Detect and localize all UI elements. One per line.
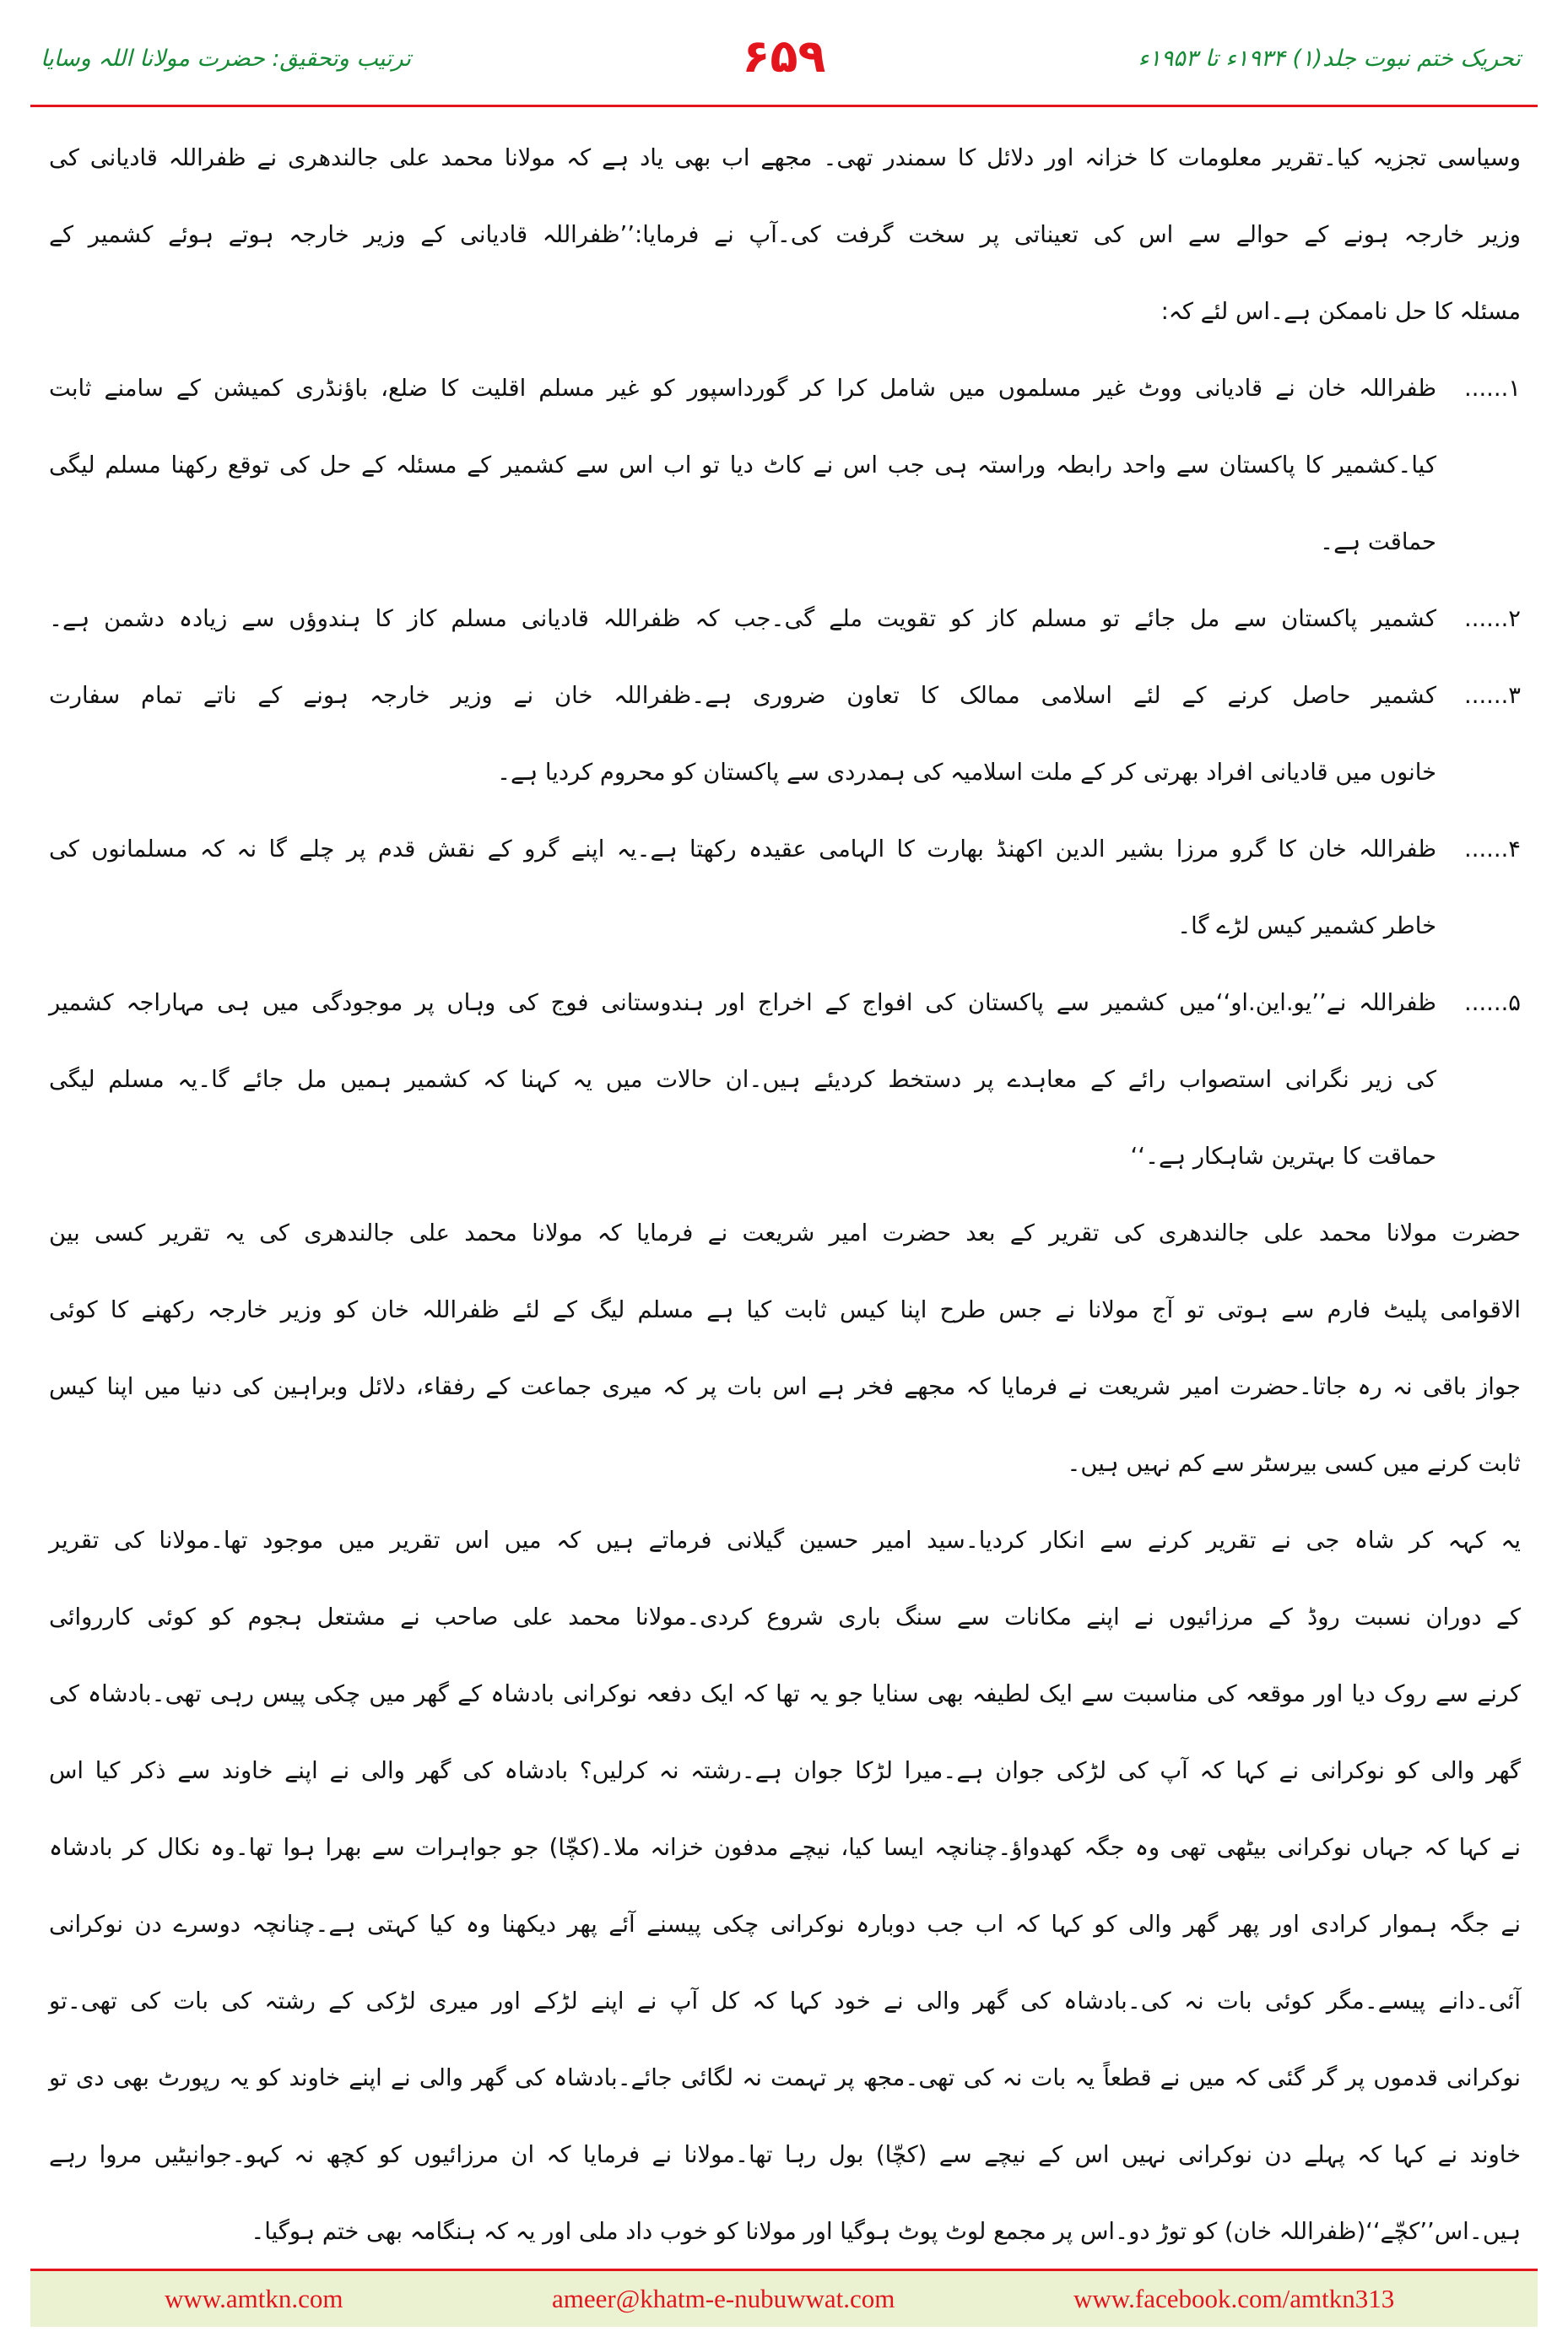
- list-marker: ۱......: [1464, 376, 1521, 402]
- text-line: یہ کہہ کر شاہ جی نے تقریر کرنے سے انکار کردیا۔سید امیر حسین گیلانی فرماتے ہیں کہ میں اس تقریر میں موجود تھا۔مولانا کی تقریر: [49, 1528, 1521, 1554]
- list-marker: ۴......: [1464, 836, 1521, 863]
- list-item-text: [49, 965, 1436, 1195]
- footer-facebook-link[interactable]: www.facebook.com/amtkn313: [1073, 2284, 1395, 2313]
- list-marker: ۳......: [1464, 683, 1521, 709]
- page-number: ۶۵۹: [742, 30, 826, 83]
- list-marker: ۲......: [1464, 606, 1521, 632]
- list-item-text: [49, 350, 1436, 581]
- list-item-5: [49, 965, 1521, 1195]
- text-line: الاقوامی پلیٹ فارم سے ہوتی تو آج مولانا نے جس طرح اپنا کیس ثابت کیا ہے مسلم لیگ کے لئے ظفراللہ خان کو وزیر خارجہ رکھنے کا کوئی: [49, 1297, 1521, 1323]
- text-line: وزیر خارجہ ہونے کے حوالے سے اس کی تعیناتی پر سخت گرفت کی۔آپ نے فرمایا:’’ظفراللہ قادیانی کے وزیر خارجہ ہوتے ہوئے کشمیر کے: [49, 222, 1521, 248]
- list-item-4: [49, 811, 1521, 965]
- text-line: گھر والی کو نوکرانی نے کہا کہ آپ کی لڑکی جوان ہے۔میرا لڑکا جوان ہے۔رشتہ نہ کرلیں؟ بادشاہ کی گھر والی نے اپنے خاوند سے ذکر کیا اس: [49, 1758, 1521, 1784]
- text-line: ظفراللہ خان نے قادیانی ووٹ غیر مسلموں میں شامل کرا کر گورداسپور کو غیر مسلم اقلیت کا ضلع، باؤنڈری کمیشن کے سامنے ثابت: [49, 376, 1436, 402]
- text-line: کشمیر حاصل کرنے کے لئے اسلامی ممالک کا تعاون ضروری ہے۔ظفراللہ خان نے وزیر خارجہ ہونے کے ناتے تمام سفارت: [49, 683, 1436, 709]
- text-line: نوکرانی قدموں پر گر گئی کہ میں نے قطعاً یہ بات نہ کی تھی۔مجھ پر تہمت نہ لگائی جائے۔بادشاہ کی گھر والی نے اپنے خاوند کو یہ رپورٹ بھی دی تو: [49, 2065, 1521, 2091]
- intro-paragraph: [49, 120, 1521, 350]
- page-text: [49, 120, 1521, 2270]
- text-line: ثابت کرنے میں کسی بیرسٹر سے کم نہیں ہیں۔: [1067, 1451, 1521, 1477]
- text-line: کی زیر نگرانی استصواب رائے کے معاہدے پر دستخط کردیئے ہیں۔ان حالات میں یہ کہنا کہ کشمیر ہمیں مل جائے گا۔یہ مسلم لیگی: [49, 1067, 1436, 1093]
- text-line: خانوں میں قادیانی افراد بھرتی کر کے ملت اسلامیہ کی ہمدردی سے پاکستان کو محروم کردیا ہے۔: [497, 760, 1436, 786]
- list-marker: ۵......: [1464, 990, 1521, 1016]
- text-line: کیا۔کشمیر کا پاکستان سے واحد رابطہ وراستہ ہی جب اس نے کاٹ دیا تو اب اس سے کشمیر کے مسئلہ کے حل کی توقع رکھنا مسلم لیگی: [49, 452, 1436, 479]
- header-divider: [30, 105, 1538, 107]
- text-line: خاطر کشمیر کیس لڑے گا۔: [1177, 913, 1436, 939]
- text-line: جواز باقی نہ رہ جاتا۔حضرت امیر شریعت نے فرمایا کہ مجھے فخر ہے اس بات پر کہ میری جماعت کے رفقاء، دلائل وبراہین کی دنیا میں اپنا کیس: [49, 1374, 1521, 1400]
- text-line: ظفراللہ نے’’یو.این.او‘‘میں کشمیر سے پاکستان کی افواج کے اخراج اور ہندوستانی فوج کی وہاں پر موجودگی میں ہی مہاراجہ کشمیر: [49, 990, 1436, 1016]
- book-title-header: تحریک ختم نبوت جلد(۱) ۱۹۳۴ء تا ۱۹۵۳ء: [1138, 46, 1521, 72]
- compiler-credit: ترتیب وتحقیق: حضرت مولانا اللہ وسایا: [41, 46, 411, 72]
- text-line: وسیاسی تجزیہ کیا۔تقریر معلومات کا خزانہ اور دلائل کا سمندر تھی۔ مجھے اب بھی یاد ہے کہ مولانا محمد علی جالندھری نے ظفراللہ قادیانی کی: [49, 145, 1521, 171]
- text-line: ظفراللہ خان کا گرو مرزا بشیر الدین اکھنڈ بھارت کا الہامی عقیدہ رکھتا ہے۔یہ اپنے گرو کے نقش قدم پر چلے گا نہ کہ مسلمانوں کی: [49, 836, 1436, 863]
- text-line: مسئلہ کا حل ناممکن ہے۔اس لئے کہ:: [1160, 299, 1521, 325]
- list-item-text: [49, 581, 1436, 657]
- list-item-3: [49, 657, 1521, 811]
- text-line: کے دوران نسبت روڈ کے مرزائیوں نے اپنے مکانات سے سنگ باری شروع کردی۔مولانا محمد علی صاحب نے مشتعل ہجوم کو کوئی کارروائی: [49, 1604, 1521, 1631]
- footer-email-link[interactable]: ameer@khatm-e-nubuwwat.com: [552, 2284, 895, 2313]
- text-line: نے جگہ ہموار کرادی اور پھر گھر والی کو کہا کہ اب جب دوبارہ نوکرانی چکی پیسنے آئے پھر دیکھنا وہ کیا کہتی ہے۔چنانچہ دوسرے دن نوکرانی: [49, 1912, 1521, 1938]
- list-item-1: [49, 350, 1521, 581]
- list-item-2: [49, 581, 1521, 657]
- footer-website-link[interactable]: www.amtkn.com: [165, 2284, 343, 2313]
- paragraph-amir-e-shariat-remarks: [49, 1195, 1521, 1502]
- text-line: کرنے سے روک دیا اور موقعہ کی مناسبت سے ایک لطیفہ بھی سنایا جو یہ تھا کہ ایک دفعہ نوکرانی بادشاہ کے گھر میں چکی پیس رہی تھی۔بادشاہ کی: [49, 1681, 1521, 1707]
- text-line: حماقت کا بہترین شاہکار ہے۔‘‘: [1130, 1144, 1436, 1170]
- text-line: حضرت مولانا محمد علی جالندھری کی تقریر کے بعد حضرت امیر شریعت نے فرمایا کہ مولانا محمد علی جالندھری کی یہ تقریر کسی بین: [49, 1220, 1521, 1247]
- paragraph-anecdote: [49, 1502, 1521, 2270]
- list-item-text: [49, 811, 1436, 965]
- text-line: آئی۔دانے پیسے۔مگر کوئی بات نہ کی۔بادشاہ کی گھر والی نے خود کہا کہ کل آپ نے اپنے لڑکے اور میری لڑکی کے رشتہ کی بات کی تھی۔تو: [49, 1988, 1521, 2015]
- text-line: کشمیر پاکستان سے مل جائے تو مسلم کاز کو تقویت ملے گی۔جب کہ ظفراللہ قادیانی مسلم کاز کا ہندوؤں سے زیادہ دشمن ہے۔: [49, 606, 1436, 632]
- text-line: خاوند نے کہا کہ پہلے دن نوکرانی نہیں اس کے نیچے سے (کچّا) بول رہا تھا۔مولانا نے فرمایا کہ ان مرزائیوں کو کچھ نہ کہو۔جوانیٹیں مروا رہے: [49, 2142, 1521, 2168]
- list-item-text: [49, 657, 1436, 811]
- text-line: حماقت ہے۔: [1320, 529, 1436, 555]
- text-line: ہیں۔اس’’کچّے‘‘(ظفراللہ خان) کو توڑ دو۔اس پر مجمع لوٹ پوٹ ہوگیا اور مولانا کو خوب داد ملی اور یہ کہ ہنگامہ بھی ختم ہوگیا۔: [251, 2219, 1521, 2245]
- text-line: نے کہا کہ جہاں نوکرانی بیٹھی تھی وہ جگہ کھدواؤ۔چنانچہ ایسا کیا، نیچے مدفون خزانہ ملا۔(کچّا) جو جواہرات سے بھرا ہوا تھا۔وہ نکال کر بادشاہ: [49, 1835, 1521, 1861]
